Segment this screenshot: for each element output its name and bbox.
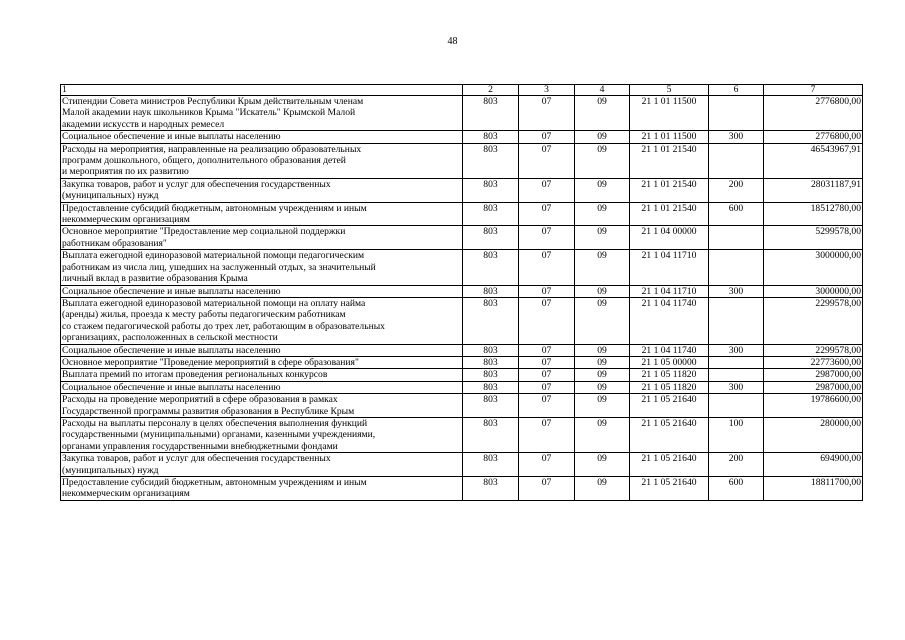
row-name: Выплата ежегодной единоразовой материальной помощи на оплату найма (аренды) жилья, проезда к месту работы педагогическим работникам со стажем педагогической работы до трех лет, работающим в образовательных организациях, расположенных в сельской местности [61,297,463,344]
row-section-code: 07 [519,344,575,356]
row-subsection-code: 09 [575,381,630,393]
row-section-code: 07 [519,381,575,393]
table-row [61,381,863,393]
row-amount: 2776800,00 [764,131,863,143]
row-target-code: 21 1 05 21640 [630,417,709,452]
row-ministry-code: 803 [463,96,519,131]
row-section-code: 07 [519,96,575,131]
row-amount: 46543967,91 [764,143,863,178]
row-expense-type [709,369,764,381]
row-section-code: 07 [519,417,575,452]
table-row [61,250,863,285]
row-target-code: 21 1 04 11740 [630,344,709,356]
row-expense-type: 300 [709,285,764,297]
table-row [61,477,863,501]
row-ministry-code: 803 [463,369,519,381]
table-row [61,356,863,368]
row-ministry-code: 803 [463,285,519,297]
row-subsection-code: 09 [575,453,630,477]
row-target-code: 21 1 01 21540 [630,178,709,202]
row-name: Закупка товаров, работ и услуг для обеспечения государственных (муниципальных) нужд [61,453,463,477]
row-amount: 5299578,00 [764,226,863,250]
row-expense-type [709,356,764,368]
row-expense-type: 300 [709,344,764,356]
row-ministry-code: 803 [463,344,519,356]
row-name: Предоставление субсидий бюджетным, автономным учреждениям и иным некоммерческим организациям [61,477,463,501]
row-amount: 2299578,00 [764,344,863,356]
row-name: Предоставление субсидий бюджетным, автономным учреждениям и иным некоммерческим организациям [61,202,463,226]
table-row [61,178,863,202]
col-header-2: 2 [463,85,519,96]
row-section-code: 07 [519,369,575,381]
row-amount: 22773600,00 [764,356,863,368]
row-target-code: 21 1 05 21640 [630,453,709,477]
row-subsection-code: 09 [575,356,630,368]
table-row [61,202,863,226]
row-amount: 19786600,00 [764,394,863,418]
row-name: Расходы на мероприятия, направленные на реализацию образовательных программ дошкольного, общего, дополнительного образования детей и мероприятия по их развитию [61,143,463,178]
row-section-code: 07 [519,477,575,501]
row-target-code: 21 1 04 11710 [630,285,709,297]
table-row [61,453,863,477]
row-name: Социальное обеспечение и иные выплаты населению [61,285,463,297]
row-section-code: 07 [519,178,575,202]
row-ministry-code: 803 [463,178,519,202]
row-subsection-code: 09 [575,143,630,178]
row-section-code: 07 [519,285,575,297]
col-header-3: 3 [519,85,575,96]
row-section-code: 07 [519,453,575,477]
row-subsection-code: 09 [575,477,630,501]
row-ministry-code: 803 [463,394,519,418]
row-amount: 18512780,00 [764,202,863,226]
row-target-code: 21 1 04 00000 [630,226,709,250]
row-ministry-code: 803 [463,453,519,477]
col-header-4: 4 [575,85,630,96]
row-subsection-code: 09 [575,394,630,418]
row-section-code: 07 [519,202,575,226]
row-amount: 18811700,00 [764,477,863,501]
row-subsection-code: 09 [575,297,630,344]
row-expense-type [709,226,764,250]
row-target-code: 21 1 01 21540 [630,143,709,178]
row-amount: 694900,00 [764,453,863,477]
row-subsection-code: 09 [575,285,630,297]
table-row [61,417,863,452]
row-name: Выплата ежегодной единоразовой материальной помощи педагогическим работникам из числа лиц, ушедших на заслуженный отдых, за значительный личный вклад в развитие образования Крыма [61,250,463,285]
row-amount: 2987000,00 [764,369,863,381]
header-row [61,85,863,96]
row-expense-type [709,250,764,285]
row-section-code: 07 [519,356,575,368]
row-name: Социальное обеспечение и иные выплаты населению [61,131,463,143]
row-expense-type [709,297,764,344]
row-section-code: 07 [519,143,575,178]
table-row [61,394,863,418]
row-target-code: 21 1 04 11740 [630,297,709,344]
table-row [61,131,863,143]
row-subsection-code: 09 [575,226,630,250]
row-ministry-code: 803 [463,250,519,285]
row-section-code: 07 [519,226,575,250]
row-name: Выплата премий по итогам проведения региональных конкурсов [61,369,463,381]
table-row [61,344,863,356]
table-row [61,285,863,297]
row-target-code: 21 1 05 11820 [630,369,709,381]
col-header-5: 5 [630,85,709,96]
row-expense-type: 300 [709,131,764,143]
row-subsection-code: 09 [575,96,630,131]
row-ministry-code: 803 [463,356,519,368]
row-name: Основное мероприятие "Предоставление мер социальной поддержки работникам образования" [61,226,463,250]
row-target-code: 21 1 05 21640 [630,477,709,501]
row-subsection-code: 09 [575,417,630,452]
row-section-code: 07 [519,250,575,285]
row-expense-type: 200 [709,178,764,202]
row-ministry-code: 803 [463,226,519,250]
row-section-code: 07 [519,394,575,418]
row-subsection-code: 09 [575,131,630,143]
col-header-1: 1 [61,85,463,96]
row-expense-type: 200 [709,453,764,477]
table-row [61,297,863,344]
row-amount: 3000000,00 [764,250,863,285]
row-amount: 2987000,00 [764,381,863,393]
row-target-code: 21 1 05 00000 [630,356,709,368]
table-row [61,226,863,250]
row-ministry-code: 803 [463,297,519,344]
row-expense-type [709,394,764,418]
row-target-code: 21 1 01 11500 [630,96,709,131]
row-expense-type: 100 [709,417,764,452]
col-header-7: 7 [764,85,863,96]
row-amount: 2776800,00 [764,96,863,131]
page-number: 48 [447,36,458,47]
row-ministry-code: 803 [463,143,519,178]
row-name: Закупка товаров, работ и услуг для обеспечения государственных (муниципальных) нужд [61,178,463,202]
row-amount: 28031187,91 [764,178,863,202]
row-name: Стипендии Совета министров Республики Крым действительным членам Малой академии наук школьников Крыма "Искатель" Крымской Малой академии искусств и народных ремесел [61,96,463,131]
table-row [61,369,863,381]
row-target-code: 21 1 01 11500 [630,131,709,143]
row-name: Расходы на проведение мероприятий в сфере образования в рамках Государственной программы развития образования в Республике Крым [61,394,463,418]
row-name: Социальное обеспечение и иные выплаты населению [61,344,463,356]
row-name: Расходы на выплаты персоналу в целях обеспечения выполнения функций государственными (муниципальными) органами, казенными учреждениями, органами управления государственными внебюджетными фондами [61,417,463,452]
row-amount: 2299578,00 [764,297,863,344]
table-row [61,143,863,178]
row-amount: 3000000,00 [764,285,863,297]
row-section-code: 07 [519,131,575,143]
row-name: Социальное обеспечение и иные выплаты населению [61,381,463,393]
row-ministry-code: 803 [463,477,519,501]
col-header-6: 6 [709,85,764,96]
row-name: Основное мероприятие "Проведение мероприятий в сфере образования" [61,356,463,368]
row-target-code: 21 1 05 21640 [630,394,709,418]
row-subsection-code: 09 [575,369,630,381]
row-subsection-code: 09 [575,250,630,285]
row-subsection-code: 09 [575,178,630,202]
row-ministry-code: 803 [463,381,519,393]
row-target-code: 21 1 04 11710 [630,250,709,285]
row-subsection-code: 09 [575,344,630,356]
row-target-code: 21 1 01 21540 [630,202,709,226]
row-expense-type: 600 [709,477,764,501]
row-ministry-code: 803 [463,417,519,452]
row-subsection-code: 09 [575,202,630,226]
row-expense-type [709,143,764,178]
row-target-code: 21 1 05 11820 [630,381,709,393]
budget-table [60,84,863,501]
table-row [61,96,863,131]
row-section-code: 07 [519,297,575,344]
row-amount: 280000,00 [764,417,863,452]
row-expense-type [709,96,764,131]
row-ministry-code: 803 [463,202,519,226]
row-expense-type: 300 [709,381,764,393]
row-expense-type: 600 [709,202,764,226]
row-ministry-code: 803 [463,131,519,143]
